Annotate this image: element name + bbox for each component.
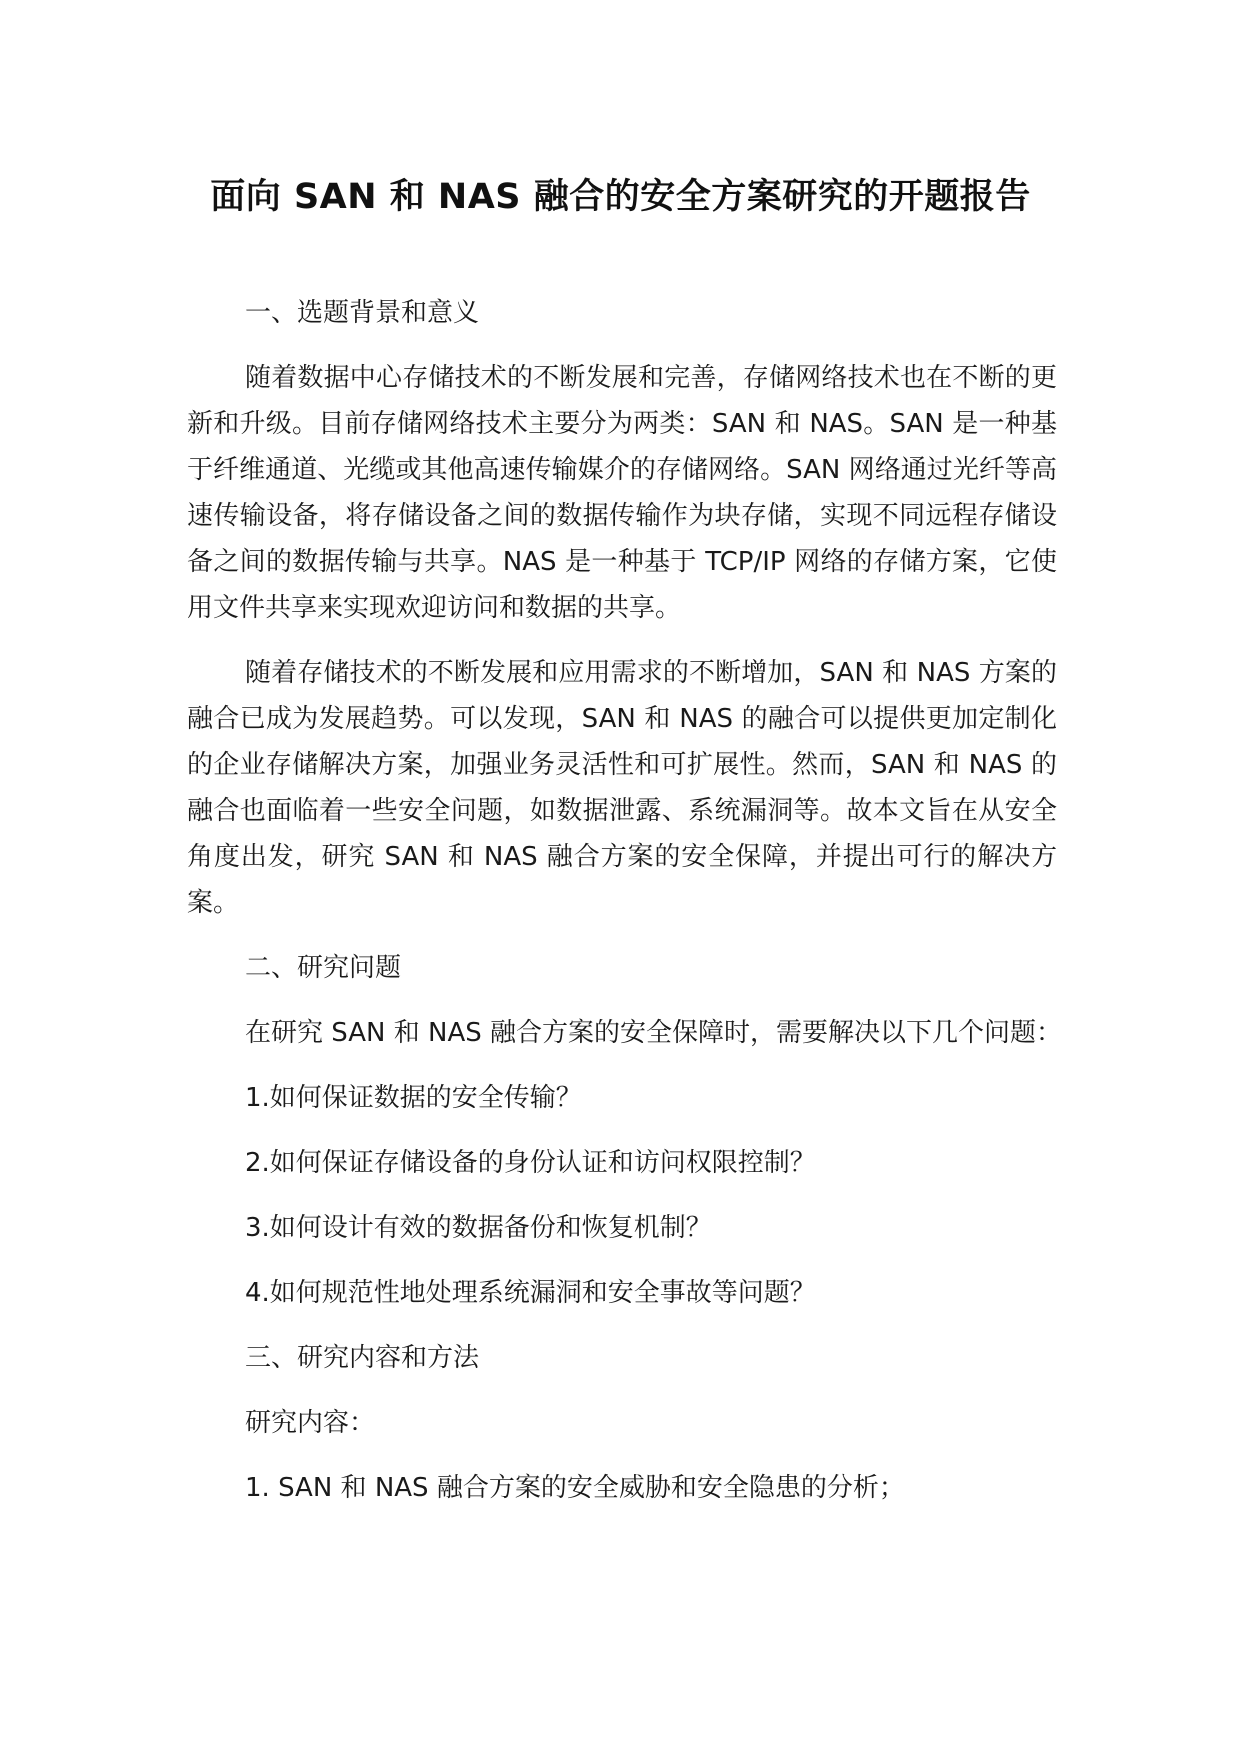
research-content-label: 研究内容： [245, 1408, 376, 1438]
research-questions-intro: 在研究 SAN 和 NAS 融合方案的安全保障时，需要解决以下几个问题： [245, 1018, 1063, 1048]
document-title: 面向 SAN 和 NAS 融合的安全方案研究的开题报告 [210, 177, 1031, 217]
section-heading-3: 三、研究内容和方法 [245, 1343, 480, 1373]
question-item-1: 1.如何保证数据的安全传输？ [245, 1083, 582, 1113]
question-item-2: 2.如何保证存储设备的身份认证和访问权限控制？ [245, 1148, 816, 1178]
question-item-3: 3.如何设计有效的数据备份和恢复机制？ [245, 1213, 712, 1243]
content-item-1: 1. SAN 和 NAS 融合方案的安全威胁和安全隐患的分析； [245, 1473, 905, 1503]
section-heading-2: 二、研究问题 [245, 953, 402, 983]
document-body [187, 290, 1063, 1530]
question-item-4: 4.如何规范性地处理系统漏洞和安全事故等问题？ [245, 1278, 816, 1308]
section-heading-1: 一、选题背景和意义 [245, 298, 480, 328]
paragraph-background-2: 随着存储技术的不断发展和应用需求的不断增加，SAN 和 NAS 方案的融合已成为发展趋势。可以发现，SAN 和 NAS 的融合可以提供更加定制化的企业存储解决方案，加强业务灵活性和可扩展性。然而，SAN 和 NAS 的融合也面临着一些安全问题，如数据泄露、系统漏洞等。故本文旨在从安全角度出发，研究 SAN 和 NAS 融合方案的安全保障，并提出可行的解决方案。 [187, 658, 1057, 918]
paragraph-background-1: 随着数据中心存储技术的不断发展和完善，存储网络技术也在不断的更新和升级。目前存储网络技术主要分为两类：SAN 和 NAS。SAN 是一种基于纤维通道、光缆或其他高速传输媒介的存储网络。SAN 网络通过光纤等高速传输设备，将存储设备之间的数据传输作为块存储，实现不同远程存储设备之间的数据传输与共享。NAS 是一种基于 TCP/IP 网络的存储方案，它使用文件共享来实现欢迎访问和数据的共享。 [187, 363, 1057, 623]
